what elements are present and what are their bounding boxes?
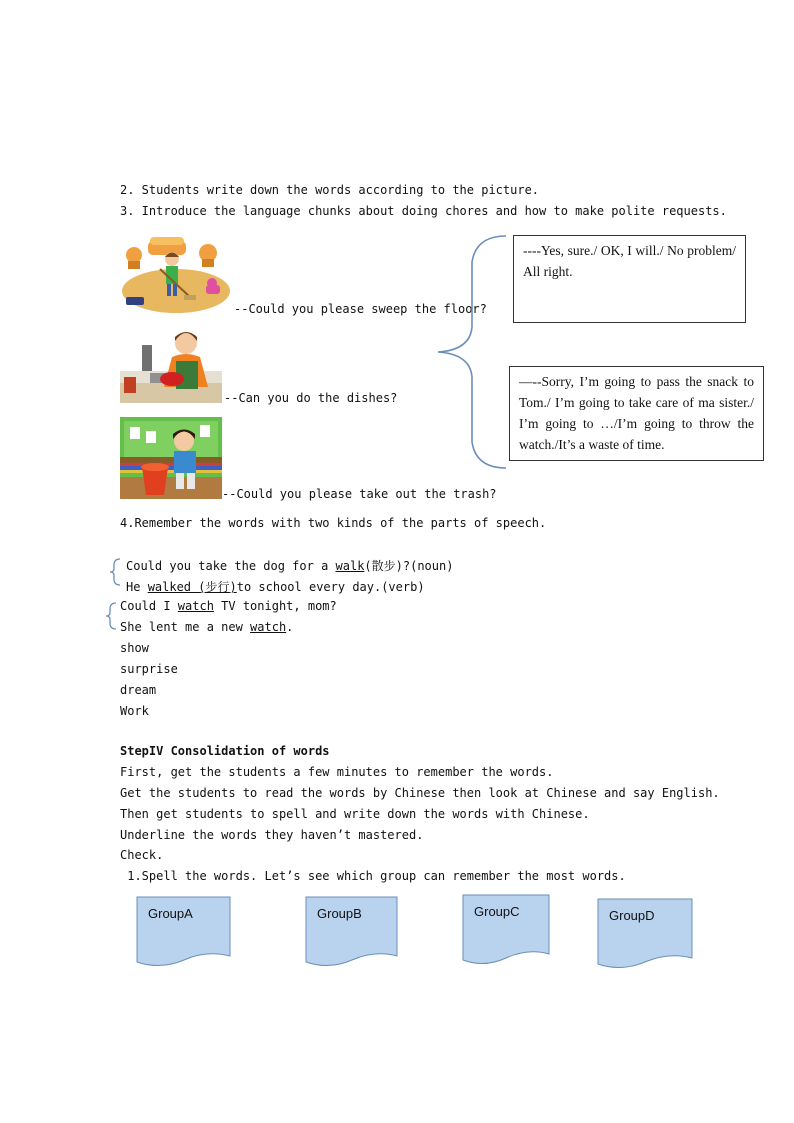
walk-pair-brace — [108, 557, 122, 587]
step-4-text: 4.Remember the words with two kinds of the parts of speech. — [120, 516, 547, 530]
group-b-card — [305, 896, 399, 972]
group-c-label: GroupC — [474, 904, 520, 919]
question-do-dishes: --Can you do the dishes? — [224, 391, 398, 405]
question-take-out-trash: --Could you please take out the trash? — [222, 487, 497, 501]
negative-response-box — [509, 366, 764, 461]
step-iv-line: Then get students to spell and write down the words with Chinese. — [120, 807, 590, 821]
step-iv-line: 1.Spell the words. Let’s see which group can remember the most words. — [120, 869, 626, 883]
word-list-item: surprise — [120, 662, 178, 676]
example-text: She lent me a new — [120, 620, 251, 634]
example-walk-noun — [126, 557, 453, 574]
response-brace — [432, 232, 514, 472]
step-iv-line: First, get the students a few minutes to remember the words. — [120, 765, 554, 779]
example-walk-verb — [126, 578, 425, 595]
group-d-card — [597, 898, 694, 974]
do-dishes-picture — [120, 327, 222, 403]
group-d-label: GroupD — [609, 908, 655, 923]
negative-response-text: —--Sorry, I’m going to pass the snack to Tom./ I’m going to take care of ma sister./ I’m going to …/I’m going to throw the watch./It’s a waste of time. — [519, 374, 754, 452]
example-watch-verb — [120, 599, 337, 613]
underlined-word: watch — [177, 599, 214, 613]
step-iv-heading: StepIV Consolidation of words — [120, 744, 330, 758]
example-text: TV tonight, mom? — [213, 599, 337, 613]
underlined-word: watch — [250, 620, 287, 634]
group-a-card — [136, 896, 232, 972]
example-text: Could I — [120, 599, 178, 613]
group-a-label: GroupA — [148, 906, 193, 921]
positive-response-text: ----Yes, sure./ OK, I will./ No problem/ All right. — [523, 243, 736, 279]
step-iv-line: Get the students to read the words by Chinese then look at Chinese and say English. — [120, 786, 720, 800]
word-list-item: Work — [120, 704, 149, 718]
example-text: Could you take the dog for a — [126, 559, 336, 573]
step-2-text: 2. Students write down the words according to the picture. — [120, 183, 540, 197]
word-list-item: dream — [120, 683, 157, 697]
question-sweep-floor: --Could you please sweep the floor? — [234, 302, 487, 316]
group-b-label: GroupB — [317, 906, 362, 921]
step-iv-line: Check. — [120, 848, 164, 862]
example-text: (散步)?(noun) — [364, 559, 454, 573]
sweep-floor-picture — [120, 235, 232, 315]
word-list-item: show — [120, 641, 149, 655]
take-out-trash-picture — [120, 417, 222, 499]
step-3-text: 3. Introduce the language chunks about doing chores and how to make polite requests. — [120, 204, 727, 218]
example-text: . — [286, 620, 294, 634]
positive-response-box — [513, 235, 746, 323]
group-c-card — [462, 894, 551, 970]
example-text: to school every day.(verb) — [236, 580, 425, 594]
example-text: He — [126, 580, 148, 594]
underlined-word: walked (步行) — [147, 580, 237, 594]
watch-pair-brace — [104, 601, 118, 631]
example-watch-noun — [120, 620, 293, 634]
underlined-word: walk — [335, 559, 365, 573]
step-iv-line: Underline the words they haven’t mastered. — [120, 828, 424, 842]
